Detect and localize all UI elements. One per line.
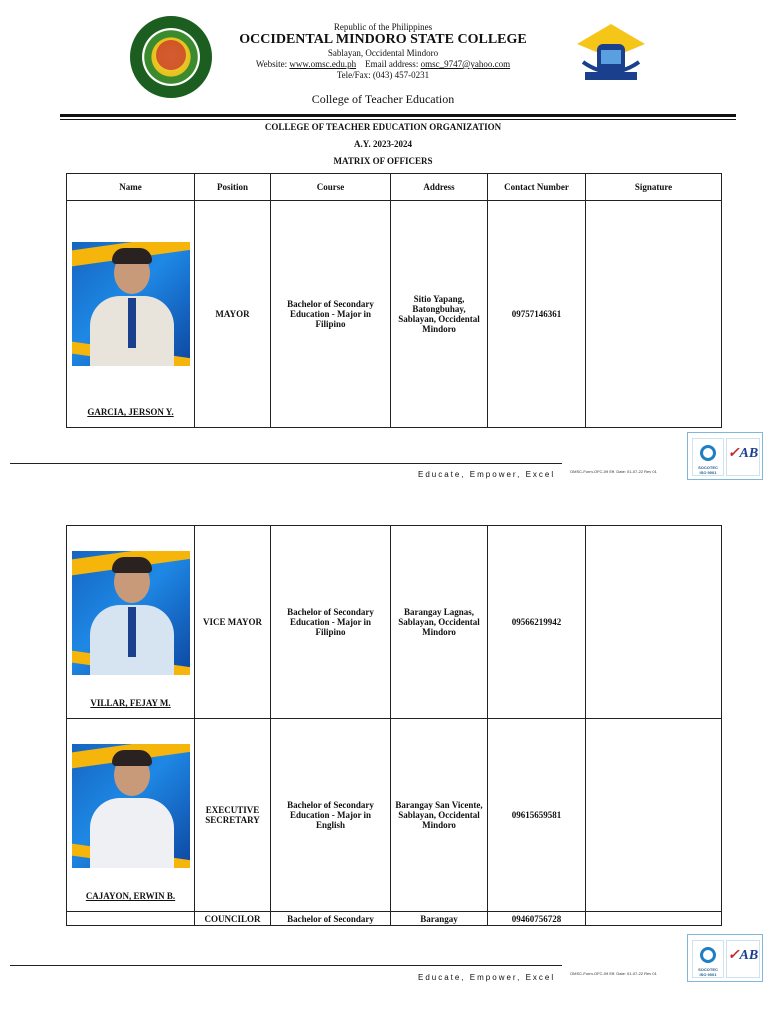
footer-rule: [10, 965, 562, 966]
officer-course: Bachelor of Secondary Education - Major in Filipino: [271, 526, 391, 719]
ab-badge: ✓AB: [726, 940, 760, 978]
officer-contact: 09757146361: [488, 201, 586, 428]
officer-course: Bachelor of Secondary: [271, 912, 391, 926]
website-link[interactable]: www.omsc.edu.ph: [289, 59, 357, 69]
officer-contact: 09566219942: [488, 526, 586, 719]
officer-signature[interactable]: [586, 912, 722, 926]
header-rule-thin: [60, 119, 736, 120]
table-row: [67, 912, 722, 926]
college-name: OCCIDENTAL MINDORO STATE COLLEGE: [239, 32, 527, 47]
matrix-title: MATRIX OF OFFICERS: [333, 156, 433, 166]
telefax-text: Tele/Fax: (043) 457-0231: [336, 70, 430, 80]
footer-form-code: OMSC-Form-OFC-09 Eff. Date: 01-07-22 Rev 01: [570, 469, 657, 474]
officers-table-page-2: [66, 525, 722, 926]
socotec-icon: [700, 445, 716, 461]
ab-badge: ✓AB: [726, 438, 760, 476]
republic-text: Republic of the Philippines: [333, 22, 433, 32]
footer-motto: Educate, Empower, Excel: [418, 470, 556, 479]
officer-address: Barangay: [391, 912, 488, 926]
header-address: Address: [391, 174, 488, 201]
email-label: Email address:: [365, 59, 419, 69]
department-logo: [575, 22, 647, 84]
officer-address: Barangay Lagnas, Sablayan, Occidental Mindoro: [391, 526, 488, 719]
officer-position: COUNCILOR: [195, 912, 271, 926]
officer-photo: [72, 242, 190, 366]
officer-name-cell: [67, 719, 195, 912]
checkmark-icon: ✓: [727, 446, 740, 461]
officer-name: GARCIA, JERSON Y.: [87, 407, 174, 417]
officer-photo: [72, 744, 190, 868]
officer-position: VICE MAYOR: [195, 526, 271, 719]
college-location: Sablayan, Occidental Mindoro: [327, 48, 439, 58]
department-title: College of Teacher Education: [311, 92, 455, 106]
officer-course: Bachelor of Secondary Education - Major in Filipino: [271, 201, 391, 428]
officer-name-cell: [67, 912, 195, 926]
website-label: Website:: [255, 59, 288, 69]
officer-contact: 09460756728: [488, 912, 586, 926]
socotec-icon: [700, 947, 716, 963]
certification-badges: [687, 934, 763, 982]
officer-name: CAJAYON, ERWIN B.: [85, 891, 176, 901]
socotec-badge: SOCOTEC ISO 9001: [692, 438, 724, 476]
header-course: Course: [271, 174, 391, 201]
footer-motto: Educate, Empower, Excel: [418, 973, 556, 982]
officer-name-cell: [67, 201, 195, 428]
header-signature: Signature: [586, 174, 722, 201]
officer-signature[interactable]: [586, 201, 722, 428]
socotec-badge: SOCOTEC ISO 9001: [692, 940, 724, 978]
officer-address: Sitio Yapang, Batongbuhay, Sablayan, Occidental Mindoro: [391, 201, 488, 428]
officers-table-page-1: [66, 173, 722, 428]
officer-course: Bachelor of Secondary Education - Major in English: [271, 719, 391, 912]
table-header-row: [67, 174, 722, 201]
header-name: Name: [67, 174, 195, 201]
officer-position: EXECUTIVE SECRETARY: [195, 719, 271, 912]
officer-photo: [72, 551, 190, 675]
footer-form-code: OMSC-Form-OFC-09 Eff. Date: 01-07-22 Rev 01: [570, 971, 657, 976]
header-rule: [60, 114, 736, 117]
header-position: Position: [195, 174, 271, 201]
officer-signature[interactable]: [586, 719, 722, 912]
table-row: [67, 719, 722, 912]
seal-center-icon: [156, 40, 186, 70]
certification-badges: [687, 432, 763, 480]
footer-rule: [10, 463, 562, 464]
academic-year: A.Y. 2023-2024: [354, 139, 412, 149]
officer-address: Barangay San Vicente, Sablayan, Occidental Mindoro: [391, 719, 488, 912]
header-contact: Contact Number: [488, 174, 586, 201]
officer-position: MAYOR: [195, 201, 271, 428]
table-row: [67, 201, 722, 428]
officer-contact: 09615659581: [488, 719, 586, 912]
checkmark-icon: ✓: [727, 948, 740, 963]
officer-signature[interactable]: [586, 526, 722, 719]
contact-line: [183, 59, 583, 69]
cte-logo-icon: [575, 22, 647, 84]
officer-name: VILLAR, FEJAY M.: [90, 698, 171, 708]
table-row: [67, 526, 722, 719]
email-link[interactable]: omsc_9747@yahoo.com: [420, 59, 511, 69]
org-title: COLLEGE OF TEACHER EDUCATION ORGANIZATION: [264, 122, 502, 132]
officer-name-cell: [67, 526, 195, 719]
